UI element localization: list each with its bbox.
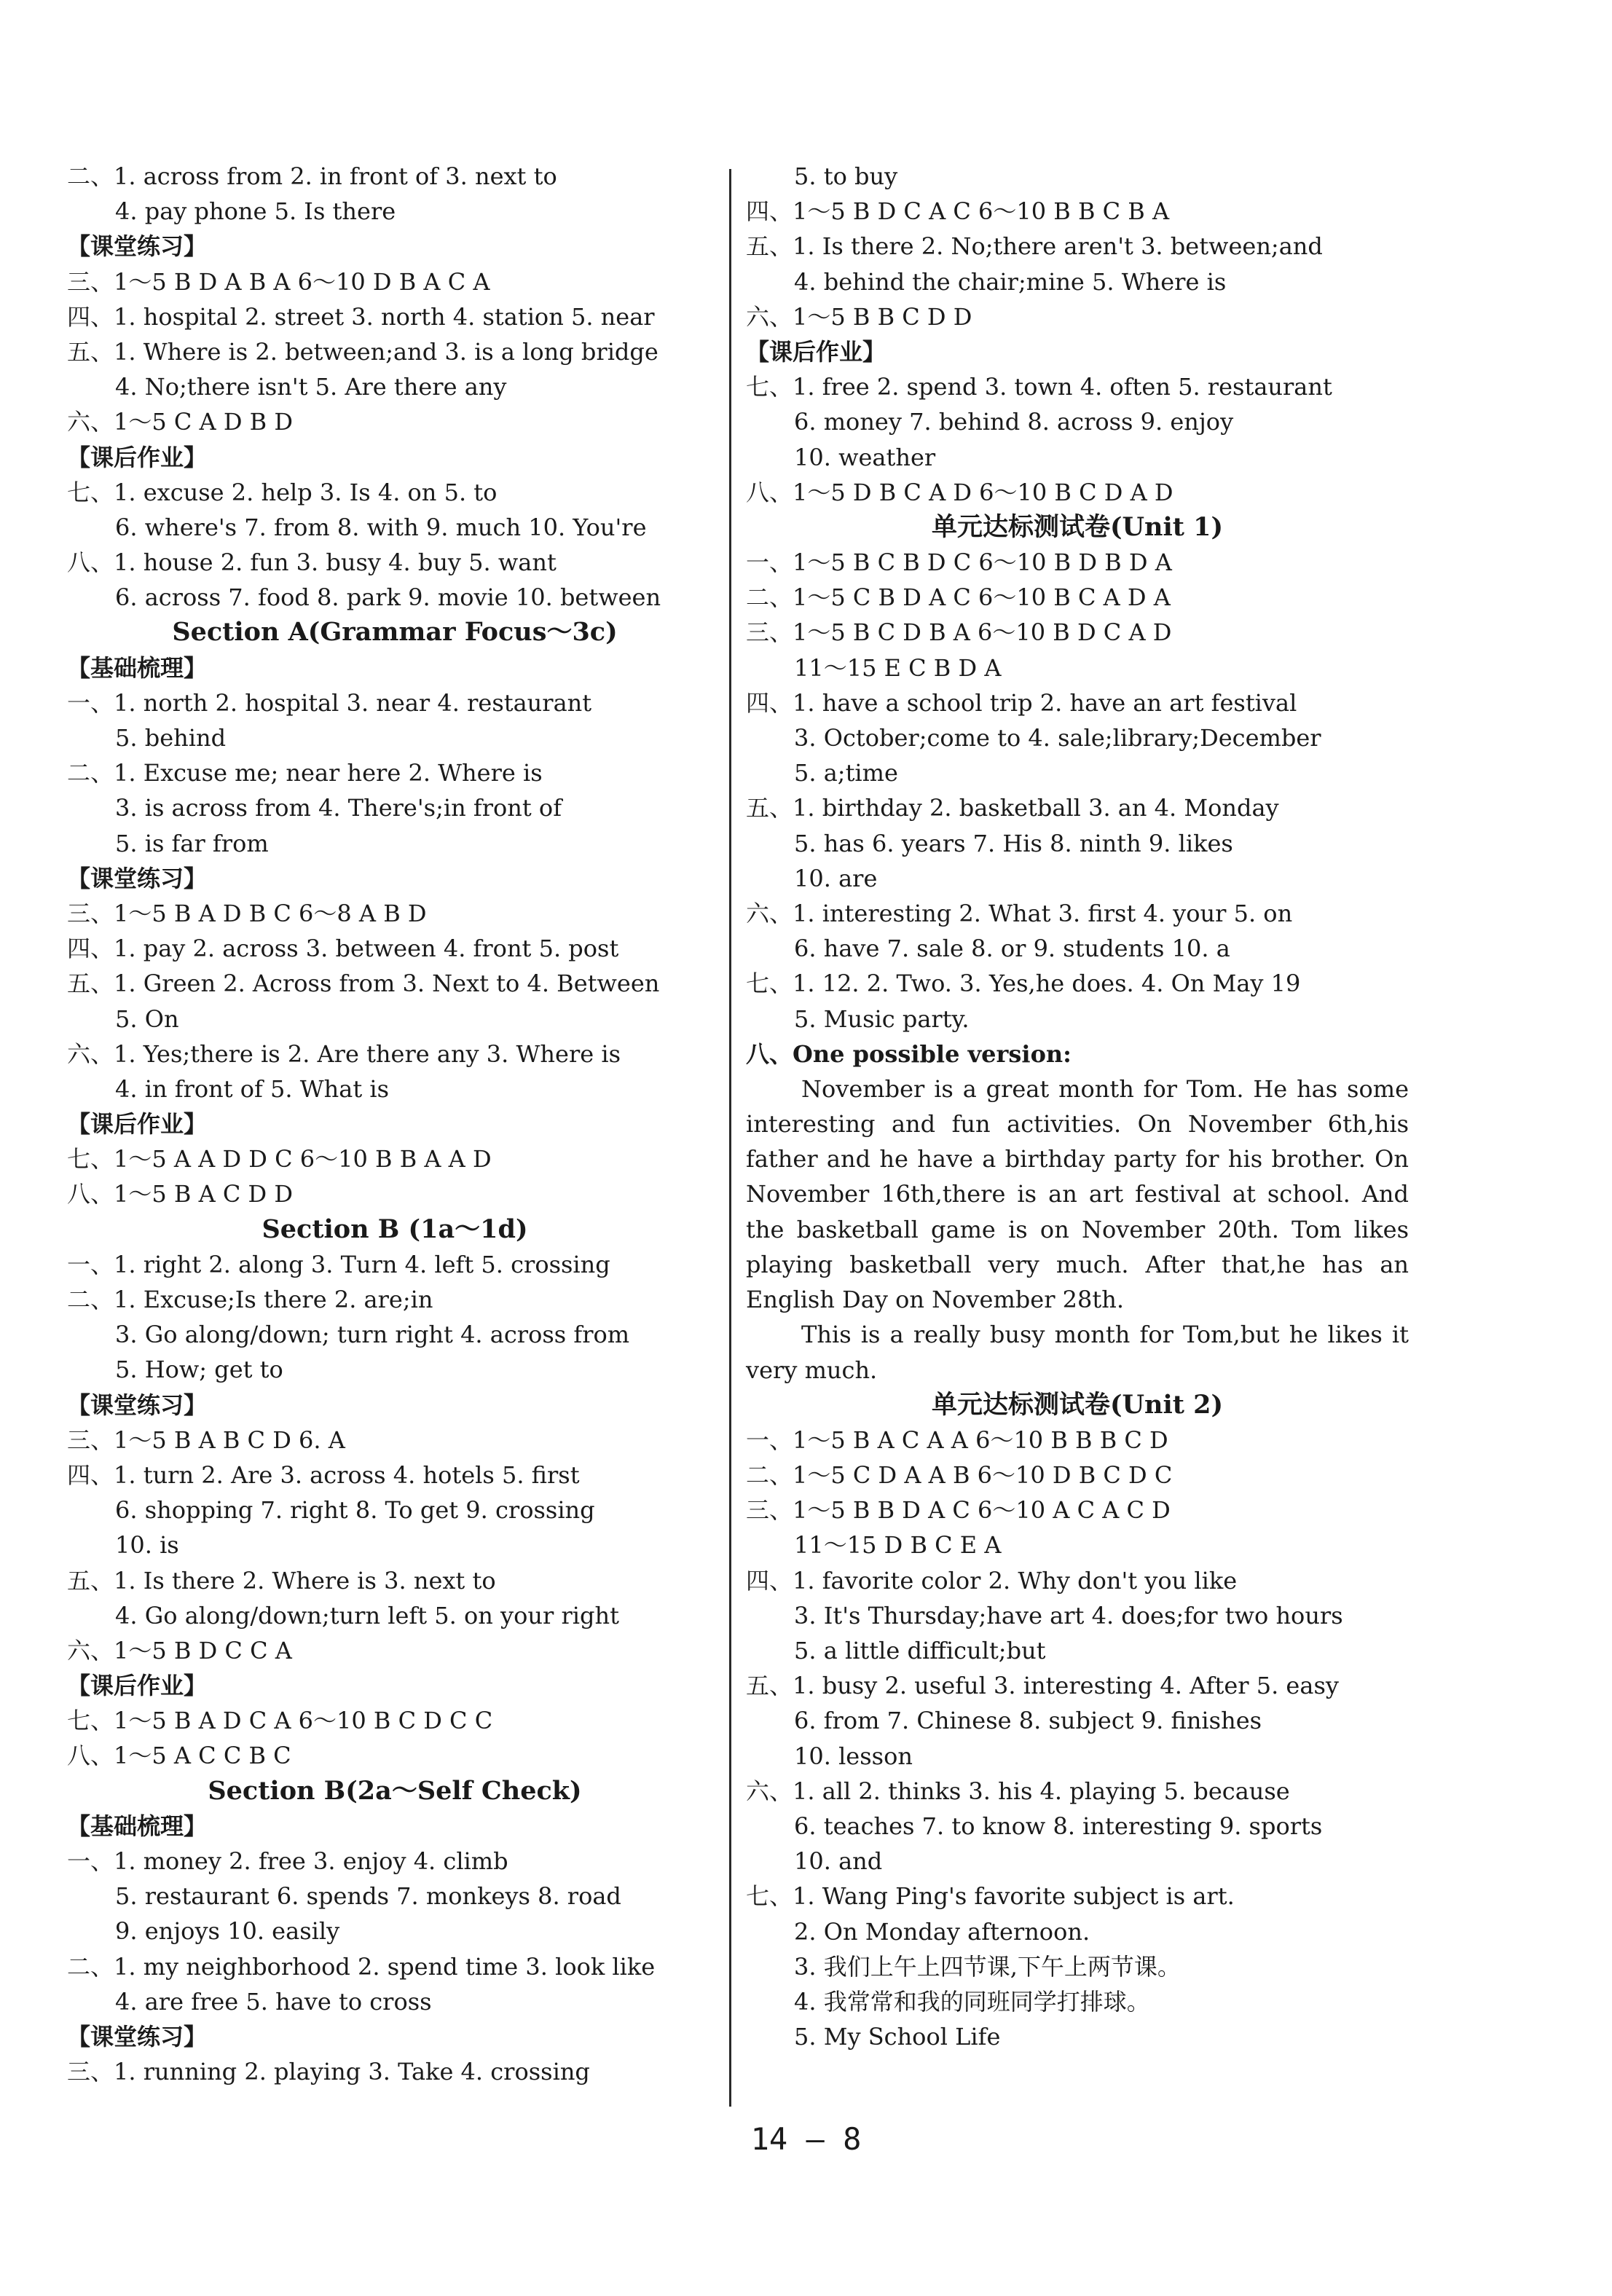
subsection-tag: 【基础梳理】 xyxy=(67,1812,208,1840)
answer-line: 七、1. 12. 2. Two. 3. Yes,he does. 4. On May 19 xyxy=(746,970,1301,998)
column-divider xyxy=(729,169,731,2107)
answer-line: 二、1. my neighborhood 2. spend time 3. look like xyxy=(67,1952,656,1981)
answer-line: 5. has 6. years 7. His 8. ninth 9. likes xyxy=(794,829,1233,857)
answer-line: 八、1～5 D B C A D 6～10 B C D A D xyxy=(746,478,1173,506)
answer-line: 六、1～5 B B C D D xyxy=(746,302,972,331)
answer-line: 八、1～5 B A C D D xyxy=(67,1180,294,1208)
answer-line: 6. shopping 7. right 8. To get 9. crossing xyxy=(115,1496,595,1525)
answer-line: 七、1. excuse 2. help 3. Is 4. on 5. to xyxy=(67,478,498,506)
answer-line: 4. Go along/down;turn left 5. on your right xyxy=(115,1601,619,1629)
subsection-tag: 【课堂练习】 xyxy=(67,232,208,261)
answer-line: 一、1. north 2. hospital 3. near 4. restaurant xyxy=(67,688,592,717)
answer-line: 一、1～5 B A C A A 6～10 B B B C D xyxy=(746,1426,1168,1454)
left-column xyxy=(67,159,723,2089)
answer-line: 11～15 D B C E A xyxy=(794,1531,1002,1560)
subsection-tag: 【课堂练习】 xyxy=(67,2022,208,2051)
answer-line: 10. weather xyxy=(794,443,936,471)
answer-line: 七、1～5 A A D D C 6～10 B B A A D xyxy=(67,1145,492,1173)
answer-line: 七、1～5 B A D C A 6～10 B C D C C xyxy=(67,1707,493,1735)
section-heading: Section B(2a～Self Check) xyxy=(208,1775,582,1806)
answer-line: 二、1. Excuse;Is there 2. are;in xyxy=(67,1286,433,1313)
answer-line: 二、1. Excuse me; near here 2. Where is xyxy=(67,759,543,787)
answer-line: 六、1. Yes;there is 2. Are there any 3. Where is xyxy=(67,1039,621,1068)
answer-line: 五、1. Green 2. Across from 3. Next to 4. Between xyxy=(67,970,660,998)
answer-line: 四、1. favorite color 2. Why don't you like xyxy=(746,1566,1238,1595)
essay-paragraph-2: This is a really busy month for Tom,but he likes it very much. xyxy=(746,1321,1409,1384)
answer-line: 3. is across from 4. There's;in front of xyxy=(115,794,562,822)
answer-line: 9. enjoys 10. easily xyxy=(115,1917,340,1946)
answer-line: 5. to buy xyxy=(794,162,898,190)
answer-line: 5. My School Life xyxy=(794,2023,1001,2051)
answer-line: 5. On xyxy=(115,1004,179,1033)
page-number: 14 — 8 xyxy=(750,2121,862,2157)
answer-line: 三、1～5 B A D B C 6～8 A B D xyxy=(67,899,427,927)
answer-line: 二、1. across from 2. in front of 3. next to xyxy=(67,162,557,190)
subsection-tag: 【课堂练习】 xyxy=(67,1391,208,1419)
answer-line: 10. is xyxy=(115,1531,179,1560)
answer-line: 四、1. hospital 2. street 3. north 4. station 5. near xyxy=(67,302,655,331)
answer-line: 3. It's Thursday;have art 4. does;for two hours xyxy=(794,1601,1343,1629)
essay-paragraph-1: November is a great month for Tom. He has some interesting and fun activities. On November 6th,his father and he have a birthday party for his brother. On November 16th,there is an art festival at school. And the basketball game is on November 20th. Tom likes playing basketball very much. After that,he has an English Day on November 28th. xyxy=(746,1074,1409,1314)
right-column-answers-top xyxy=(746,159,1409,1037)
essay-label: 八、One possible version: xyxy=(746,1039,1072,1068)
answer-line: 六、1. interesting 2. What 3. first 4. your 5. on xyxy=(746,899,1293,927)
subsection-tag: 【课堂练习】 xyxy=(67,864,208,892)
answer-line: 五、1. Is there 2. No;there aren't 3. between;and xyxy=(746,232,1323,261)
answer-line: 八、1～5 A C C B C xyxy=(67,1742,291,1770)
answer-line: 5. How; get to xyxy=(115,1356,283,1384)
answer-line: 5. a little difficult;but xyxy=(794,1637,1046,1665)
section-heading: Section A(Grammar Focus～3c) xyxy=(172,617,618,648)
answer-line: 4. pay phone 5. Is there xyxy=(115,197,396,226)
answer-line: 6. teaches 7. to know 8. interesting 9. sports xyxy=(794,1812,1323,1840)
answer-line: 一、1. money 2. free 3. enjoy 4. climb xyxy=(67,1847,508,1875)
subsection-tag: 【课后作业】 xyxy=(746,337,886,366)
answer-line: 4. in front of 5. What is xyxy=(115,1074,390,1103)
answer-line: 四、1. have a school trip 2. have an art festival xyxy=(746,688,1297,717)
answer-line: 10. lesson xyxy=(794,1742,913,1770)
answer-line: 三、1～5 B C D B A 6～10 B D C A D xyxy=(746,618,1172,647)
answer-line: 六、1. all 2. thinks 3. his 4. playing 5. because xyxy=(746,1777,1290,1805)
answer-line: 一、1. right 2. along 3. Turn 4. left 5. crossing xyxy=(67,1250,610,1278)
answer-line: 二、1～5 C B D A C 6～10 B C A D A xyxy=(746,583,1171,612)
subsection-tag: 【基础梳理】 xyxy=(67,653,208,682)
answer-line: 3. October;come to 4. sale;library;December xyxy=(794,724,1321,752)
answer-line: 5. restaurant 6. spends 7. monkeys 8. road xyxy=(115,1882,621,1911)
answer-line: 4. No;there isn't 5. Are there any xyxy=(115,373,507,401)
section-heading: 单元达标测试卷(Unit 2) xyxy=(931,1389,1224,1420)
section-heading: 单元达标测试卷(Unit 1) xyxy=(931,511,1224,542)
answer-line: 四、1～5 B D C A C 6～10 B B C B A xyxy=(746,197,1170,226)
subsection-tag: 【课后作业】 xyxy=(67,1672,208,1700)
answer-line: 11～15 E C B D A xyxy=(794,653,1002,682)
answer-line: 6. from 7. Chinese 8. subject 9. finishes xyxy=(794,1707,1262,1735)
answer-line: 五、1. Is there 2. Where is 3. next to xyxy=(67,1566,496,1595)
answer-line: 3. 我们上午上四节课,下午上两节课。 xyxy=(794,1952,1181,1981)
answer-line: 七、1. free 2. spend 3. town 4. often 5. restaurant xyxy=(746,373,1332,401)
answer-line: 5. Music party. xyxy=(794,1004,970,1033)
answer-line: 10. and xyxy=(794,1847,883,1876)
answer-line: 5. a;time xyxy=(794,759,898,787)
answer-line: 五、1. Where is 2. between;and 3. is a long bridge xyxy=(67,337,658,366)
answer-line: 5. is far from xyxy=(115,829,269,857)
answer-line: 三、1. running 2. playing 3. Take 4. crossing xyxy=(67,2058,590,2086)
right-column-answers-bottom xyxy=(746,1388,1409,2055)
answer-line: 10. are xyxy=(794,864,878,892)
answer-line: 2. On Monday afternoon. xyxy=(794,1917,1090,1946)
right-column xyxy=(746,159,1409,2054)
answer-line: 七、1. Wang Ping's favorite subject is art. xyxy=(746,1882,1235,1911)
answer-line: 八、1. house 2. fun 3. busy 4. buy 5. want xyxy=(67,549,557,577)
answer-line: 4. are free 5. have to cross xyxy=(115,1987,432,2016)
answer-line: 三、1～5 B A B C D 6. A xyxy=(67,1426,345,1454)
answer-line: 4. behind the chair;mine 5. Where is xyxy=(794,267,1227,296)
answer-line: 三、1～5 B B D A C 6～10 A C A C D xyxy=(746,1496,1171,1525)
answer-line: 6. money 7. behind 8. across 9. enjoy xyxy=(794,408,1234,436)
answer-line: 6. where's 7. from 8. with 9. much 10. You're xyxy=(115,513,647,541)
answer-line: 六、1～5 C A D B D xyxy=(67,408,294,436)
subsection-tag: 【课后作业】 xyxy=(67,443,208,471)
answer-line: 3. Go along/down; turn right 4. across from xyxy=(115,1321,630,1349)
answer-line: 二、1～5 C D A A B 6～10 D B C D C xyxy=(746,1461,1173,1490)
answer-line: 5. behind xyxy=(115,724,227,752)
answer-line: 四、1. pay 2. across 3. between 4. front 5. post xyxy=(67,935,619,963)
answer-line: 6. across 7. food 8. park 9. movie 10. between xyxy=(115,583,661,612)
answer-line: 四、1. turn 2. Are 3. across 4. hotels 5. first xyxy=(67,1460,580,1489)
answer-line: 五、1. busy 2. useful 3. interesting 4. After 5. easy xyxy=(746,1672,1339,1700)
answer-line: 三、1～5 B D A B A 6～10 D B A C A xyxy=(67,267,490,296)
answer-line: 六、1～5 B D C C A xyxy=(67,1636,292,1664)
answer-line: 一、1～5 B C B D C 6～10 B D B D A xyxy=(746,549,1172,577)
answer-line: 五、1. birthday 2. basketball 3. an 4. Monday xyxy=(746,794,1279,822)
answer-line: 4. 我常常和我的同班同学打排球。 xyxy=(794,1987,1150,2016)
subsection-tag: 【课后作业】 xyxy=(67,1110,208,1139)
section-heading: Section B (1a～1d) xyxy=(262,1214,528,1244)
answer-line: 6. have 7. sale 8. or 9. students 10. a xyxy=(794,935,1230,963)
